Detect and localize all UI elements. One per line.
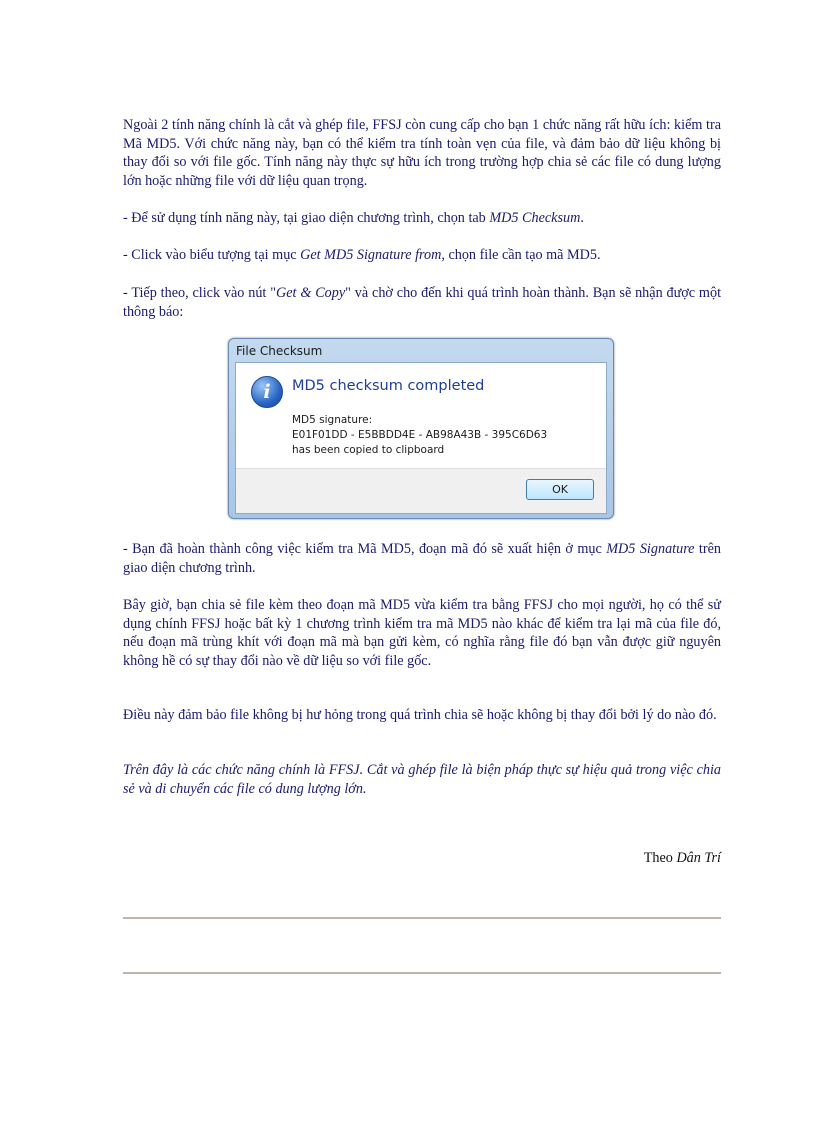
step4-prefix: - Bạn đã hoàn thành công việc kiểm tra Mã MD5, đoạn mã đó sẽ xuất hiện ở mục xyxy=(123,541,607,557)
divider-line xyxy=(123,917,721,919)
dialog-message-line-2: E01F01DD - E5BBDD4E - AB98A43B - 395C6D63 xyxy=(292,429,548,441)
step2-suffix: , chọn file cần tạo mã MD5. xyxy=(441,247,601,263)
file-checksum-dialog xyxy=(228,338,614,519)
step4-suffix: trên giao diện chương trình. xyxy=(123,541,721,576)
dialog-content xyxy=(235,362,607,514)
source-prefix: Theo xyxy=(643,850,677,866)
dialog-heading: MD5 checksum completed xyxy=(292,378,485,394)
dialog-message-line-1: MD5 signature: xyxy=(292,414,373,426)
sharing-text: Bây giờ, bạn chia sẻ file kèm theo đoạn mã MD5 vừa kiểm tra bằng FFSJ cho mọi người, họ có thể sử dụng chính FFSJ hoặc bất kỳ 1 chương trình kiểm tra mã MD5 nào khác để kiểm tra lại mã của file đó, nếu đoạn mã trùng khít với đoạn mã mà bạn gửi kèm, có nghĩa rằng file đó bạn vẫn được giữ nguyên không hề có sự thay đổi nào về dữ liệu so với file gốc. xyxy=(123,597,721,669)
paragraph-step-4 xyxy=(123,540,721,577)
paragraph-step-2 xyxy=(123,246,721,265)
dialog-footer xyxy=(236,468,606,513)
step1-suffix: . xyxy=(580,210,584,226)
step2-field-name: Get MD5 Signature from xyxy=(300,247,442,263)
divider-line xyxy=(123,972,721,974)
step3-prefix: - Tiếp theo, click vào nút " xyxy=(123,285,276,301)
step2-prefix: - Click vào biểu tượng tại mục xyxy=(123,247,301,263)
guarantee-text: Điều này đảm bảo file không bị hư hỏng trong quá trình chia sẽ hoặc không bị thay đổi bởi lý do nào đó. xyxy=(123,707,717,723)
paragraph-step-3 xyxy=(123,284,721,321)
step1-prefix: - Để sử dụng tính năng này, tại giao diện chương trình, chọn tab xyxy=(123,210,490,226)
step4-field-name: MD5 Signature xyxy=(606,541,695,557)
dialog-title: File Checksum xyxy=(236,344,323,358)
paragraph-intro xyxy=(123,116,721,190)
dialog-message xyxy=(292,413,547,458)
step3-suffix: " và chờ cho đến khi quá trình hoàn thành. Bạn sẽ nhận được một thông báo: xyxy=(123,285,722,320)
paragraph-step-1 xyxy=(123,209,721,228)
info-icon: i xyxy=(251,376,283,408)
step3-button-name: Get & Copy xyxy=(276,285,346,301)
source-credit xyxy=(123,850,721,867)
ok-button[interactable]: OK xyxy=(526,479,594,500)
source-name: Dân Trí xyxy=(676,850,721,866)
conclusion-text: Trên đây là các chức năng chính là FFSJ. Cắt và ghép file là biện pháp thực sự hiệu quả trong việc chia sẻ và di chuyển các file có dung lượng lớn. xyxy=(123,762,721,797)
paragraph-guarantee xyxy=(123,706,721,725)
dialog-message-line-3: has been copied to clipboard xyxy=(292,444,445,456)
paragraph-sharing xyxy=(123,596,721,670)
paragraph-conclusion xyxy=(123,761,721,798)
step1-tab-name: MD5 Checksum xyxy=(489,210,581,226)
intro-text: Ngoài 2 tính năng chính là cắt và ghép file, FFSJ còn cung cấp cho bạn 1 chức năng rất hữu ích: kiểm tra Mã MD5. Với chức năng này, bạn có thể kiểm tra tính toàn vẹn của file, và đảm bảo dữ liệu không bị thay đổi so với file gốc. Tính năng này thực sự hữu ích trong trường hợp chia sẻ các file có dung lượng lớn hoặc những file với dữ liệu quan trọng. xyxy=(123,117,721,189)
